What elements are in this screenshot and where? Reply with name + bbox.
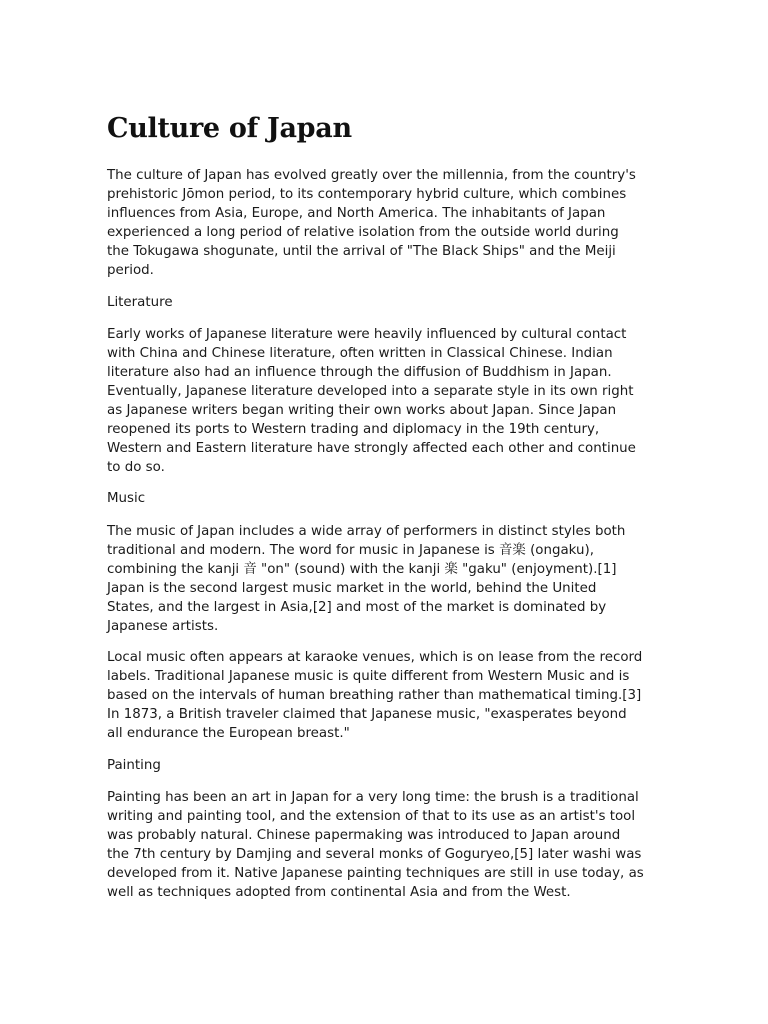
section-heading-literature: Literature [107, 294, 173, 310]
section-heading-music: Music [107, 491, 146, 507]
literature-paragraph: Early works of Japanese literature were heavily influenced by cultural contact with China and Chinese literature, often written in Classical Chinese. Indian literature also had an influence through the diffusion of Buddhism in Japan. Eventually, Japanese literature developed into a separate style in its own right as Japanese writers began writing their own works about Japan. Since Japan reopened its ports to Western trading and diplomacy in the 19th century, Western and Eastern literature have strongly affected each other and continue to do so. [107, 326, 636, 476]
painting-paragraph: Painting has been an art in Japan for a very long time: the brush is a traditional writing and painting tool, and the extension of that to its use as an artist's tool was probably natural. Chinese papermaking was introduced to Japan around the 7th century by Damjing and several monks of Goguryeo,[5] later washi was developed from it. Native Japanese painting techniques are still in use today, as well as techniques adopted from continental Asia and from the West. [107, 789, 644, 901]
intro-paragraph: The culture of Japan has evolved greatly over the millennia, from the country's prehistoric Jōmon period, to its contemporary hybrid culture, which combines influences from Asia, Europe, and North America. The inhabitants of Japan experienced a long period of relative isolation from the outside world during the Tokugawa shogunate, until the arrival of "The Black Ships" and the Meiji period. [107, 168, 636, 279]
music-paragraph-1: The music of Japan includes a wide array of performers in distinct styles both traditional and modern. The word for music in Japanese is 音楽 (ongaku), combining the kanji 音 "on" (sound) with the kanji 楽 "gaku" (enjoyment).[1] Japan is the second largest music market in the world, behind the United States, and the largest in Asia,[2] and most of the market is dominated by Japanese artists. [107, 523, 626, 634]
section-heading-painting: Painting [107, 757, 161, 773]
document-page [107, 112, 663, 914]
music-paragraph-2: Local music often appears at karaoke venues, which is on lease from the record labels. Traditional Japanese music is quite different from Western Music and is based on the intervals of human breathing rather than mathematical timing.[3] In 1873, a British traveler claimed that Japanese music, "exasperates beyond all endurance the European breast." [107, 650, 643, 742]
page-title: Culture of Japan [107, 113, 352, 144]
